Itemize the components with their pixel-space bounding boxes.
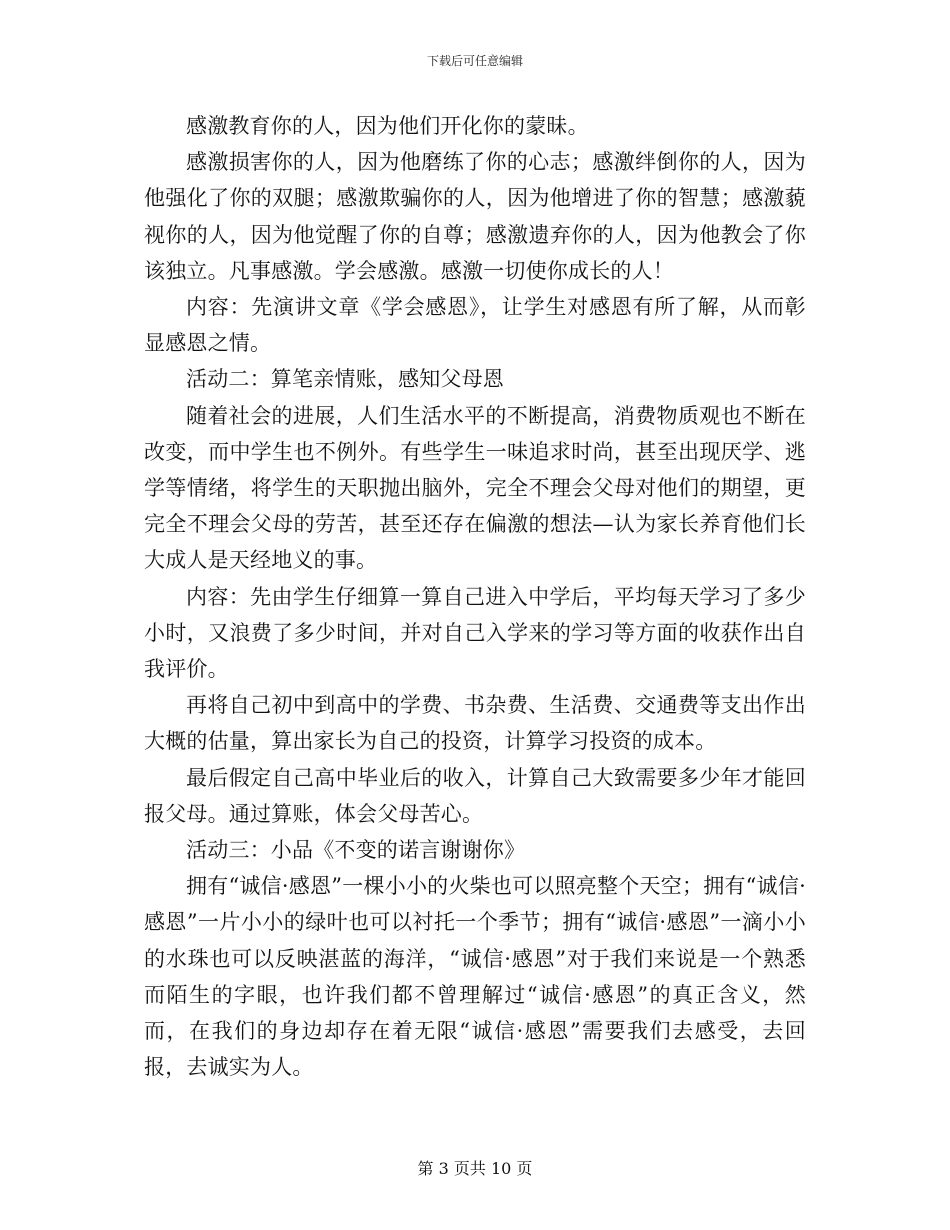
paragraph-social-progress: 随着社会的进展，人们生活水平的不断提高，消费物质观也不断在改变，而中学生也不例外。有些学生一味追求时尚，甚至出现厌学、逃学等情绪，将学生的天职抛出脑外，完全不理会父母对他们的期望，更完全不理会父母的劳苦，甚至还存在偏激的想法—认为家长养育他们长大成人是天经地义的事。	[144, 403, 806, 573]
paragraph-gratitude-adversity: 感激损害你的人，因为他磨练了你的心志；感激绊倒你的人，因为他强化了你的双腿；感激欺骗你的人，因为他增进了你的智慧；感激藐视你的人，因为他觉醒了你的自尊；感激遗弃你的人，因为他教会了你该独立。凡事感激。学会感激。感激一切使你成长的人！	[144, 150, 806, 283]
page-number-footer: 第 3 页共 10 页	[417, 1159, 533, 1178]
document-body	[144, 108, 806, 1085]
paragraph-repay-parents: 最后假定自己高中毕业后的收入，计算自己大致需要多少年才能回报父母。通过算账，体会父母苦心。	[144, 765, 806, 826]
heading-activity-three: 活动三：小品《不变的诺言谢谢你》	[186, 838, 526, 863]
paragraph-tuition-estimate: 再将自己初中到高中的学费、书杂费、生活费、交通费等支出作出大概的估量，算出家长为自己的投资，计算学习投资的成本。	[144, 693, 806, 754]
paragraph-gratitude-teachers: 感激教育你的人，因为他们开化你的蒙昧。	[186, 114, 589, 138]
heading-activity-two: 活动二：算笔亲情账，感知父母恩	[186, 367, 504, 392]
paragraph-content-speech: 内容：先演讲文章《学会感恩》，让学生对感恩有所了解，从而彰显感恩之情。	[144, 295, 806, 356]
paragraph-integrity-gratitude: 拥有“诚信·感恩”一棵小小的火柴也可以照亮整个天空；拥有“诚信·感恩”一片小小的绿叶也可以衬托一个季节；拥有“诚信·感恩”一滴小小的水珠也可以反映湛蓝的海洋，“诚信·感恩”对于我们来说是一个熟悉而陌生的字眼，也许我们都不曾理解过“诚信·感恩”的真正含义，然而，在我们的身边却存在着无限“诚信·感恩”需要我们去感受，去回报，去诚实为人。	[144, 874, 806, 1080]
page-header: 下载后可任意编辑	[426, 54, 523, 68]
paragraph-content-study-time: 内容：先由学生仔细算一算自己进入中学后，平均每天学习了多少小时，又浪费了多少时间，并对自己入学来的学习等方面的收获作出自我评价。	[144, 584, 806, 682]
